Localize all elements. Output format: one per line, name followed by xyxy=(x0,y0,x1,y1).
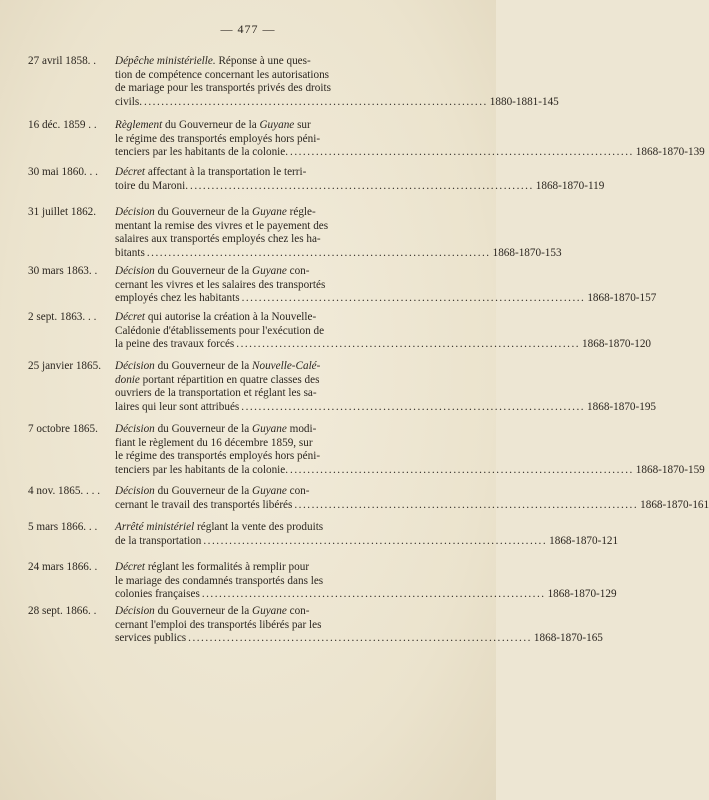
leader-dots: ................................................................................ xyxy=(188,632,532,645)
leader-dots: ................................................................................ xyxy=(201,588,546,601)
text-segment: colonies françaises xyxy=(115,588,200,601)
entry-date: 16 déc. 1859 . . xyxy=(28,119,97,131)
description-line xyxy=(115,265,415,279)
entry-reference: 1868-1870-195 xyxy=(587,400,657,413)
page-number: — 477 — xyxy=(220,22,276,36)
entry-reference: 1868-1870-161 xyxy=(640,498,709,511)
text-segment: services publics xyxy=(115,632,187,645)
description-line xyxy=(115,146,705,160)
description-line xyxy=(115,325,415,339)
description-line xyxy=(115,437,415,451)
entry-date: 25 janvier 1865. xyxy=(28,360,102,372)
text-segment: affectant à la transportation le terri- xyxy=(145,166,307,178)
description-line xyxy=(115,292,657,306)
italic-segment: Décret xyxy=(115,311,146,323)
text-segment: cernant l'emploi des transportés libérés par les xyxy=(115,618,322,631)
entry-description xyxy=(115,265,657,306)
text-segment: du Gouverneur de la xyxy=(154,485,253,497)
description-line xyxy=(115,632,603,646)
leader-dots: ................................................................................ xyxy=(241,292,586,305)
text-segment: du Gouverneur de la xyxy=(154,423,253,435)
entry-reference: 1868-1870-139 xyxy=(635,146,705,159)
italic-segment: Guyane xyxy=(252,605,287,617)
text-segment: mentant la remise des vivres et le payement des xyxy=(115,219,329,232)
entry-reference: 1868-1870-129 xyxy=(547,588,617,601)
description-line xyxy=(115,55,415,69)
description-line xyxy=(115,561,415,575)
entry-date: 27 avril 1858. . xyxy=(28,55,97,67)
description-line xyxy=(115,400,657,415)
text-segment: sur xyxy=(294,119,311,131)
description-line xyxy=(115,233,415,247)
text-segment: réglant les formalités à remplir pour xyxy=(145,561,310,573)
text-segment: portant répartition en quatre classes des xyxy=(139,373,320,386)
italic-segment: Guyane xyxy=(252,206,287,218)
text-segment: Réponse à une ques- xyxy=(215,55,311,67)
description-line xyxy=(115,498,709,513)
entry-description xyxy=(115,521,619,548)
description-line xyxy=(115,179,605,194)
entry-description xyxy=(115,119,705,160)
description-line xyxy=(115,279,415,293)
text-segment: ouvriers de la transportation et réglant les sa- xyxy=(115,387,317,400)
description-line xyxy=(115,463,705,478)
description-line xyxy=(115,450,415,464)
text-segment: laires qui leur sont attribués xyxy=(115,400,240,413)
description-line xyxy=(115,95,559,110)
leader-dots: ................................................................................ xyxy=(146,246,491,259)
entry-date: 28 sept. 1866. . xyxy=(28,605,97,617)
text-segment: tion de compétence concernant les autorisations xyxy=(115,68,330,81)
text-segment: qui autorise la création à la Nouvelle- xyxy=(145,311,317,323)
italic-segment: Décision xyxy=(115,485,155,497)
description-line xyxy=(115,521,415,535)
entry-description xyxy=(115,55,559,109)
text-segment: le régime des transportés employés hors péni- xyxy=(115,132,321,145)
entry-reference: 1868-1870-159 xyxy=(635,463,705,476)
text-segment: modi- xyxy=(286,423,317,435)
text-segment: de mariage pour les transportés privés des droits xyxy=(115,82,331,95)
entry-date: 4 nov. 1865. . . . xyxy=(28,485,100,497)
text-segment: toire du Maroni. xyxy=(115,179,189,192)
leader-dots: ................................................................................ xyxy=(144,95,488,108)
text-segment: de la transportation xyxy=(115,534,202,547)
leader-dots: ................................................................................ xyxy=(190,179,534,192)
leader-dots: ................................................................................ xyxy=(290,463,634,476)
text-segment: du Gouverneur de la xyxy=(154,360,253,372)
leader-dots: ................................................................................ xyxy=(290,146,634,159)
entry-reference: 1868-1870-121 xyxy=(549,534,619,547)
entry-date: 31 juillet 1862. xyxy=(28,206,97,218)
leader-dots: ................................................................................ xyxy=(203,534,548,547)
leader-dots: ................................................................................ xyxy=(236,338,581,351)
description-line xyxy=(115,575,415,589)
entry-date: 24 mars 1866. . xyxy=(28,561,98,573)
description-line xyxy=(115,423,415,437)
text-segment: régle- xyxy=(286,206,316,218)
text-segment: tenciers par les habitants de la colonie. xyxy=(115,146,289,159)
text-segment: employés chez les habitants xyxy=(115,292,240,305)
description-line xyxy=(115,374,415,388)
italic-segment: Guyane xyxy=(252,423,287,435)
text-segment: con- xyxy=(286,485,310,497)
text-segment: la peine des travaux forcés xyxy=(115,338,235,351)
italic-segment: Nouvelle-Calé- xyxy=(252,360,321,372)
entry-reference: 1868-1870-157 xyxy=(587,292,657,305)
text-segment: cernant le travail des transportés libérés xyxy=(115,498,293,511)
text-segment: le régime des transportés employés hors péni- xyxy=(115,450,321,463)
entry-description xyxy=(115,423,705,477)
description-line xyxy=(115,133,415,147)
entry-date: 30 mai 1860. . . xyxy=(28,166,98,178)
italic-segment: Guyane xyxy=(252,265,287,277)
text-segment: du Gouverneur de la xyxy=(154,265,253,277)
text-segment: cernant les vivres et les salaires des transportés xyxy=(115,278,326,291)
italic-segment: Décision xyxy=(115,265,155,277)
leader-dots: ................................................................................ xyxy=(241,400,586,413)
entry-date: 30 mars 1863. . xyxy=(28,265,98,277)
description-line xyxy=(115,220,415,234)
description-line xyxy=(115,206,415,220)
text-segment: bitants xyxy=(115,246,145,259)
entry-reference: 1868-1870-153 xyxy=(492,246,562,259)
text-segment: civils. xyxy=(115,95,143,108)
entry-description xyxy=(115,166,605,193)
description-line xyxy=(115,360,415,374)
italic-segment: Décision xyxy=(115,360,155,372)
description-line xyxy=(115,534,619,549)
text-segment: du Gouverneur de la xyxy=(162,119,260,131)
description-line xyxy=(115,246,562,261)
entry-reference: 1868-1870-120 xyxy=(582,338,652,351)
italic-segment: Décision xyxy=(115,423,155,435)
entry-reference: 1868-1870-119 xyxy=(535,179,605,192)
description-line xyxy=(115,619,415,633)
description-line xyxy=(115,387,415,401)
entry-reference: 1868-1870-165 xyxy=(533,632,603,645)
text-segment: con- xyxy=(286,265,310,277)
description-line xyxy=(115,485,415,499)
text-segment: con- xyxy=(286,605,310,617)
italic-segment: donie xyxy=(115,373,140,386)
italic-segment: Règlement xyxy=(115,119,163,131)
text-segment: réglant la vente des produits xyxy=(194,521,324,533)
italic-segment: Décision xyxy=(115,605,155,617)
entry-description xyxy=(115,311,652,352)
entry-description xyxy=(115,605,603,646)
description-line xyxy=(115,69,415,83)
italic-segment: Dépêche ministérielle. xyxy=(115,55,216,67)
description-line xyxy=(115,338,652,352)
entry-date: 7 octobre 1865. xyxy=(28,423,98,435)
leader-dots: ................................................................................ xyxy=(294,498,639,511)
italic-segment: Décret xyxy=(115,166,146,178)
text-segment: le mariage des condamnés transportés dans les xyxy=(115,574,324,587)
entry-description xyxy=(115,206,562,260)
description-line xyxy=(115,119,415,133)
entry-date: 2 sept. 1863. . . xyxy=(28,311,97,323)
text-segment: tenciers par les habitants de la colonie. xyxy=(115,463,289,476)
text-segment: du Gouverneur de la xyxy=(154,206,253,218)
text-segment: fiant le règlement du 16 décembre 1859, sur xyxy=(115,436,313,449)
italic-segment: Décret xyxy=(115,561,146,573)
entry-description xyxy=(115,360,657,414)
description-line xyxy=(115,82,415,96)
description-line xyxy=(115,588,617,602)
italic-segment: Guyane xyxy=(259,119,295,131)
entry-reference: 1880-1881-145 xyxy=(489,95,559,108)
entry-date: 5 mars 1866. . . xyxy=(28,521,98,533)
italic-segment: Guyane xyxy=(252,485,287,497)
description-line xyxy=(115,605,415,619)
entry-description xyxy=(115,561,617,602)
description-line xyxy=(115,311,415,325)
text-segment: salaires aux transportés employés chez les ha- xyxy=(115,233,321,246)
text-segment: Calédonie d'établissements pour l'exécution de xyxy=(115,324,325,337)
italic-segment: Décision xyxy=(115,206,155,218)
italic-segment: Arrêté ministériel xyxy=(115,521,195,533)
description-line xyxy=(115,166,415,180)
text-segment: du Gouverneur de la xyxy=(154,605,253,617)
entry-description xyxy=(115,485,709,512)
